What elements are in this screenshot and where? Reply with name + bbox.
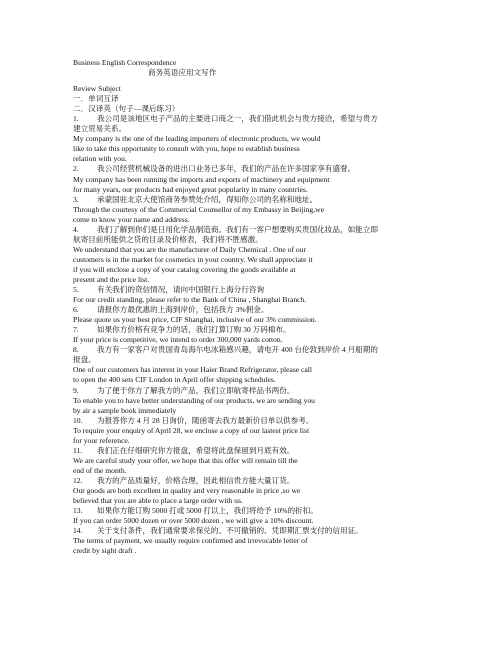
item-number: 10. xyxy=(73,415,83,425)
line-text: To enable you to have better understanding of our products, we are sending you xyxy=(73,395,315,405)
exercise-line xyxy=(73,134,488,144)
item-number: 8. xyxy=(73,345,79,355)
item-number: 13. xyxy=(73,506,83,516)
exercise-line xyxy=(73,225,488,235)
item-number: 5. xyxy=(73,285,79,295)
line-text: credit by sight draft . xyxy=(73,546,137,556)
line-text: 航寄目前所能供之货的目录及价格表，我们将不胜感激。 xyxy=(73,234,263,244)
exercise-line xyxy=(73,335,488,345)
line-text: end of the month. xyxy=(73,465,127,475)
line-text: 关于支付条件，我们通常要求保兑的、不可撤销的、凭即期汇票支付的信用证。 xyxy=(97,526,363,536)
line-text: 为了便于你方了解我方的产品，我们立即航寄样品书两份。 xyxy=(97,385,295,395)
item-number: 14. xyxy=(73,526,83,536)
exercise-line xyxy=(73,506,488,516)
document-body xyxy=(73,58,488,556)
line-text: To require your enquiry of April 28, we enclose a copy of our lastest price list xyxy=(73,425,310,435)
exercise-line xyxy=(73,416,488,426)
document-subtitle: 商务英语应用文写作 xyxy=(148,68,217,78)
line-text: 我们了解到你们是日用化学品制造商。我们有一客户想要购买贵国化妆品，如能立即 xyxy=(97,224,378,234)
line-text: My company is the one of the leading importers of electronic products, we would xyxy=(73,134,321,144)
line-text: 我方有一家客户对贵国青岛海尔电冰箱感兴趣，请电开 400 台伦敦到岸价 4 月船期的 xyxy=(97,345,378,355)
line-text: 我们正在仔细研究你方报盘，希望将此盘保留到月底有效。 xyxy=(97,445,295,455)
line-text: if you will enclose a copy of your catalog covering the goods available at xyxy=(73,264,296,274)
exercise-line xyxy=(73,375,488,385)
exercise-line xyxy=(73,144,488,154)
line-text: 为报答你方 4 月 28 日询价，随函寄去我方最新价目单以供参考。 xyxy=(97,415,314,425)
exercise-line xyxy=(73,154,488,164)
exercise-line xyxy=(73,536,488,546)
item-number: 11. xyxy=(73,445,83,455)
line-text: customers is in the market for cosmetics in your country. We shall appreciate it xyxy=(73,254,313,264)
line-text: come to know your name and address. xyxy=(73,214,190,224)
item-number: 1. xyxy=(73,114,79,124)
exercise-line xyxy=(73,124,488,134)
section-heading-2: 二．汉译英（句子—课后练习） xyxy=(73,104,180,114)
line-text: 报盘。 xyxy=(73,355,96,365)
item-number: 9. xyxy=(73,385,79,395)
exercise-line xyxy=(73,275,488,285)
exercise-line xyxy=(73,546,488,556)
section-heading-1: 一．单词互译 xyxy=(73,94,119,104)
item-number: 6. xyxy=(73,305,79,315)
exercise-line xyxy=(73,205,488,215)
line-text: for many years, our products had enjoyed great popularity in many countries. xyxy=(73,184,308,194)
exercise-line xyxy=(73,406,488,416)
exercise-line xyxy=(73,466,488,476)
item-number: 2. xyxy=(73,164,79,174)
line-text: 如果你方能订购 5000 打或 5000 打以上，我们将给予 10%的折扣。 xyxy=(97,506,318,516)
exercise-line xyxy=(73,255,488,265)
exercise-line xyxy=(73,355,488,365)
line-text: We are careful study your offer, we hope that this offer will remain till the xyxy=(73,455,298,465)
line-text: 我方的产品质量好，价格合理，因此相信贵方能大量订货。 xyxy=(97,475,295,485)
exercise-line xyxy=(73,195,488,205)
exercise-line xyxy=(73,164,488,174)
line-text: We understand that you are the manufacturer of Daily Chemical . One of our xyxy=(73,244,307,254)
exercise-line xyxy=(73,486,488,496)
line-text: Our goods are both excellent in quality and very reasonable in price ,so we xyxy=(73,485,301,495)
exercise-line xyxy=(73,476,488,486)
exercise-line xyxy=(73,516,488,526)
exercise-line xyxy=(73,114,488,124)
line-text: 建立贸易关系。 xyxy=(73,124,127,134)
exercise-line xyxy=(73,235,488,245)
document-title: Business English Correspondence xyxy=(73,58,177,67)
exercise-line xyxy=(73,215,488,225)
line-text: relation with you. xyxy=(73,154,127,164)
line-text: 请报你方最优惠的上海到岸价，包括我方 3%佣金。 xyxy=(97,305,269,315)
exercise-line xyxy=(73,305,488,315)
line-text: Please quote us your best price, CIF Shanghai, inclusive of our 3% commission. xyxy=(73,315,317,325)
exercise-line xyxy=(73,456,488,466)
exercise-line xyxy=(73,325,488,335)
exercise-line xyxy=(73,265,488,275)
exercise-line xyxy=(73,526,488,536)
exercise-line xyxy=(73,315,488,325)
line-text: for your reference. xyxy=(73,435,130,445)
exercise-lines xyxy=(73,114,488,556)
line-text: like to take this opportunity to consult with you, hope to establish business xyxy=(73,144,300,154)
item-number: 3. xyxy=(73,194,79,204)
exercise-line xyxy=(73,496,488,506)
line-text: For our credit standing, please refer to the Bank of China , Shanghai Branch. xyxy=(73,295,307,305)
exercise-line xyxy=(73,285,488,295)
line-text: 如果你方价格有竞争力的话，我们打算订购 30 万码棉布。 xyxy=(97,325,291,335)
exercise-line xyxy=(73,446,488,456)
exercise-line xyxy=(73,185,488,195)
line-text: One of our customers has interest in your Haier Brand Refrigerator, please call xyxy=(73,365,313,375)
line-text: If you can order 5000 dozen or over 5000 dozen , we will give a 10% discount. xyxy=(73,516,314,526)
line-text: 有关我们的资信情况，请向中国银行上海分行咨询 xyxy=(97,285,265,295)
exercise-line xyxy=(73,426,488,436)
exercise-line xyxy=(73,396,488,406)
line-text: The terms of payment, we usually require confirmed and irrevocable letter of xyxy=(73,536,308,546)
line-text: by air a sample book immediately xyxy=(73,405,177,415)
line-text: Through the courtesy of the Commercial Counsellor of my Embassy in Beijing,we xyxy=(73,204,324,214)
item-number: 4. xyxy=(73,224,79,234)
line-text: My company has been running the imports and exports of machinery and equipment xyxy=(73,174,330,184)
line-text: If your price is competitive, we intend to order 300,000 yards cotton. xyxy=(73,335,283,345)
line-text: 承蒙国驻北京大使馆商务参赞处介绍，得知你公司的名称和地址。 xyxy=(97,194,318,204)
exercise-line xyxy=(73,365,488,375)
item-number: 12. xyxy=(73,475,83,485)
exercise-line xyxy=(73,245,488,255)
line-text: 我公司是该地区电子产品的主要进口商之一，我们借此机会与贵方接洽，希望与贵方 xyxy=(97,114,378,124)
exercise-line xyxy=(73,295,488,305)
review-heading: Review Subject xyxy=(73,84,121,94)
line-text: 我公司经营机械设备的进出口业务已多年，我们的产品在许多国家享有盛誉。 xyxy=(97,164,356,174)
line-text: to open the 400 sets CIF London in April offer shipping schedules. xyxy=(73,375,276,385)
line-text: present and the price list. xyxy=(73,274,150,284)
exercise-line xyxy=(73,175,488,185)
exercise-line xyxy=(73,436,488,446)
line-text: believed that you are able to place a large order with us. xyxy=(73,496,243,506)
item-number: 7. xyxy=(73,325,79,335)
exercise-line xyxy=(73,345,488,355)
exercise-line xyxy=(73,386,488,396)
